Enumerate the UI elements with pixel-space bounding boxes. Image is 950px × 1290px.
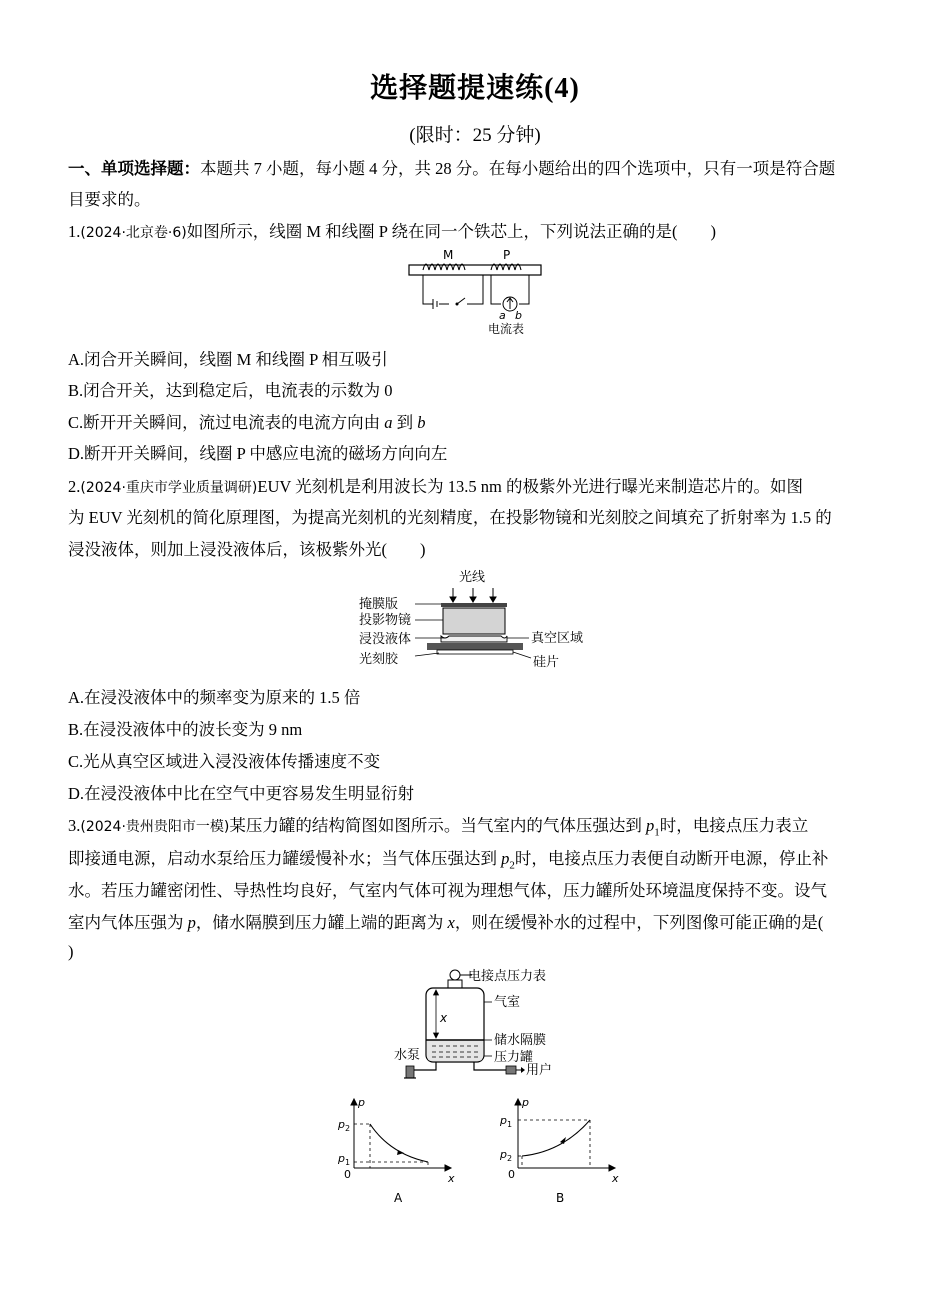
q1-option-c-text: C.断开开关瞬间，流过电流表的电流方向由: [68, 413, 385, 432]
q2-option-d: D.在浸没液体中比在空气中更容易发生明显衍射: [68, 784, 415, 803]
q3-line1-post: 时，电接点压力表立: [659, 816, 809, 835]
q2-euv-figure: [355, 566, 595, 678]
label-membrane: 储水隔膜: [494, 1033, 547, 1048]
section-instructions: [68, 158, 888, 180]
q1-option-b: B.闭合开关，达到稳定后，电流表的示数为 0: [68, 381, 393, 400]
q2-stem-3: 浸没液体，则加上浸没液体后，该极紫外光( ): [68, 540, 426, 559]
q1-option-c-b: b: [417, 413, 426, 432]
q3-line4-var-p: p: [187, 913, 196, 932]
q3-graph-a: [330, 1094, 470, 1208]
label-b: b: [515, 309, 522, 322]
ammeter-label: 电流表: [488, 322, 525, 336]
q3-stem-2: [68, 848, 888, 876]
q2-stem-text-1: EUV 光刻机是利用波长为 13.5 nm 的极紫外光进行曝光来制造芯片的。如图: [257, 477, 803, 496]
time-limit: (限时：25 分钟): [409, 125, 541, 146]
q1-option-a: A.闭合开关瞬间，线圈 M 和线圈 P 相互吸引: [68, 350, 388, 369]
label-p: P: [503, 248, 511, 262]
label-liquid: 浸没液体: [359, 632, 412, 647]
graph-a-y-label: p: [358, 1096, 365, 1109]
q3-number: 3.: [68, 816, 81, 835]
valve: [506, 1066, 516, 1074]
graph-b-p-lo: $p_2$: [500, 1148, 513, 1163]
q2-option-b: B.在浸没液体中的波长变为 9 nm: [68, 720, 303, 739]
q3-source: (2024·贵州贵阳市一模): [80, 819, 230, 835]
graph-b-caption: B: [556, 1191, 565, 1205]
q3-line2-var: p: [501, 849, 510, 868]
graph-a-caption: A: [394, 1191, 403, 1205]
switch-pivot: [456, 303, 459, 306]
q3-line2-sub: 2: [509, 859, 515, 872]
q3-line4-var-x: x: [447, 913, 455, 932]
graph-a-curve: [370, 1124, 428, 1162]
label-gauge: 电接点压力表: [468, 969, 547, 984]
q1-stem: [68, 221, 888, 244]
section-heading: 一、单项选择题：: [68, 159, 200, 178]
q3-graph-b: [490, 1094, 630, 1208]
q3-line1-sub: 1: [654, 826, 660, 839]
circuit-m: [423, 275, 483, 309]
q1-stem-text: 如图所示，线圈 M 和线圈 P 绕在同一个铁芯上，下列说法正确的是( ): [186, 222, 716, 241]
q3-tank-figure: [388, 966, 568, 1090]
page-title: 选择题提速练(4): [370, 73, 580, 104]
outlet-arrow: [521, 1067, 525, 1073]
q3-line4-mid: ，储水隔膜到压力罐上端的距离为: [195, 913, 448, 932]
label-x: x: [440, 1011, 448, 1025]
q3-stem-4: [68, 912, 888, 934]
q2-stem-1: [68, 476, 888, 499]
wafer-stage: [427, 643, 523, 650]
q3-line1-var: p: [646, 816, 655, 835]
q2-source: (2024·重庆市学业质量调研): [80, 480, 258, 496]
graph-b-origin: 0: [508, 1168, 515, 1181]
label-mask: 掩膜版: [359, 597, 399, 612]
q1-option-c: [68, 412, 888, 434]
q2-number: 2.: [68, 477, 81, 496]
q1-option-c-a: a: [384, 413, 393, 432]
graph-a-axes: [351, 1099, 451, 1171]
q2-stem-2: 为 EUV 光刻机的简化原理图，为提高光刻机的光刻精度，在投影物镜和光刻胶之间填充了折射率为 1.5 的: [68, 508, 832, 527]
mask-plate: [441, 603, 507, 607]
q3-line2-text: 即接通电源，启动水泵给压力罐缓慢补水；当气体压强达到: [68, 849, 502, 868]
tank-leaders: [484, 1002, 492, 1056]
label-resist: 光刻胶: [359, 652, 399, 667]
label-light: 光线: [459, 570, 486, 585]
graph-a-origin: 0: [344, 1168, 351, 1181]
q1-coil-figure: [405, 248, 545, 340]
label-vacuum: 真空区域: [531, 631, 584, 646]
section-text-2: 目要求的。: [68, 190, 151, 209]
projection-lens: [443, 608, 505, 634]
graph-a-x-label: x: [448, 1172, 455, 1185]
label-lens: 投影物镜: [359, 613, 412, 628]
label-pump: 水泵: [394, 1048, 421, 1063]
photoresist: [437, 650, 513, 654]
q2-option-c: C.光从真空区域进入浸没液体传播速度不变: [68, 752, 381, 771]
q3-line4-post: ，则在缓慢补水的过程中，下列图像可能正确的是(: [454, 913, 824, 932]
pressure-gauge: [450, 970, 460, 980]
light-arrows: [450, 588, 496, 602]
q3-stem-1: [68, 815, 888, 843]
q1-source: (2024·北京卷·6): [80, 225, 187, 241]
graph-b-guides: [518, 1120, 590, 1168]
q3-stem-5: ): [68, 942, 74, 961]
graph-a-direction-arrow: [397, 1150, 404, 1155]
label-wafer: 硅片: [533, 655, 560, 670]
graph-b-axes: [515, 1099, 615, 1171]
graph-a-p-hi: $p_2$: [338, 1118, 351, 1133]
label-tank: 压力罐: [494, 1050, 534, 1065]
label-air: 气室: [494, 995, 521, 1010]
q1-option-d: D.断开开关瞬间，线圈 P 中感应电流的磁场方向向左: [68, 444, 448, 463]
gauge-mount: [448, 980, 462, 988]
graph-b-y-label: p: [522, 1096, 529, 1109]
circuit-p: [491, 275, 529, 311]
pipes: [414, 1062, 506, 1070]
water-region: [427, 1040, 483, 1061]
q2-option-a: A.在浸没液体中的频率变为原来的 1.5 倍: [68, 688, 361, 707]
q3-line2-post: 时，电接点压力表便自动断开电源，停止补: [514, 849, 829, 868]
graph-a-p-lo: $p_1$: [338, 1152, 351, 1167]
label-m: M: [443, 248, 454, 262]
graph-b-curve: [522, 1120, 590, 1156]
pump-body: [406, 1066, 414, 1078]
q3-stem-3: 水。若压力罐密闭性、导热性均良好，气室内气体可视为理想气体，压力罐所处环境温度保持不变。设气: [68, 881, 827, 900]
q3-line4-text: 室内气体压强为: [68, 913, 188, 932]
immersion-liquid: [441, 636, 507, 642]
graph-b-direction-arrow: [560, 1137, 566, 1144]
section-text-1: 本题共 7 小题，每小题 4 分，共 28 分。在每小题给出的四个选项中，只有一项是符合题: [200, 159, 836, 178]
graph-b-p-hi: $p_1$: [500, 1114, 513, 1129]
graph-b-x-label: x: [612, 1172, 619, 1185]
label-a: a: [499, 309, 506, 322]
q3-line1-text: 某压力罐的结构简图如图所示。当气室内的气体压强达到: [229, 816, 647, 835]
label-user: 用户: [526, 1063, 553, 1078]
q1-option-c-mid: 到: [392, 413, 418, 432]
q1-number: 1.: [68, 222, 81, 241]
